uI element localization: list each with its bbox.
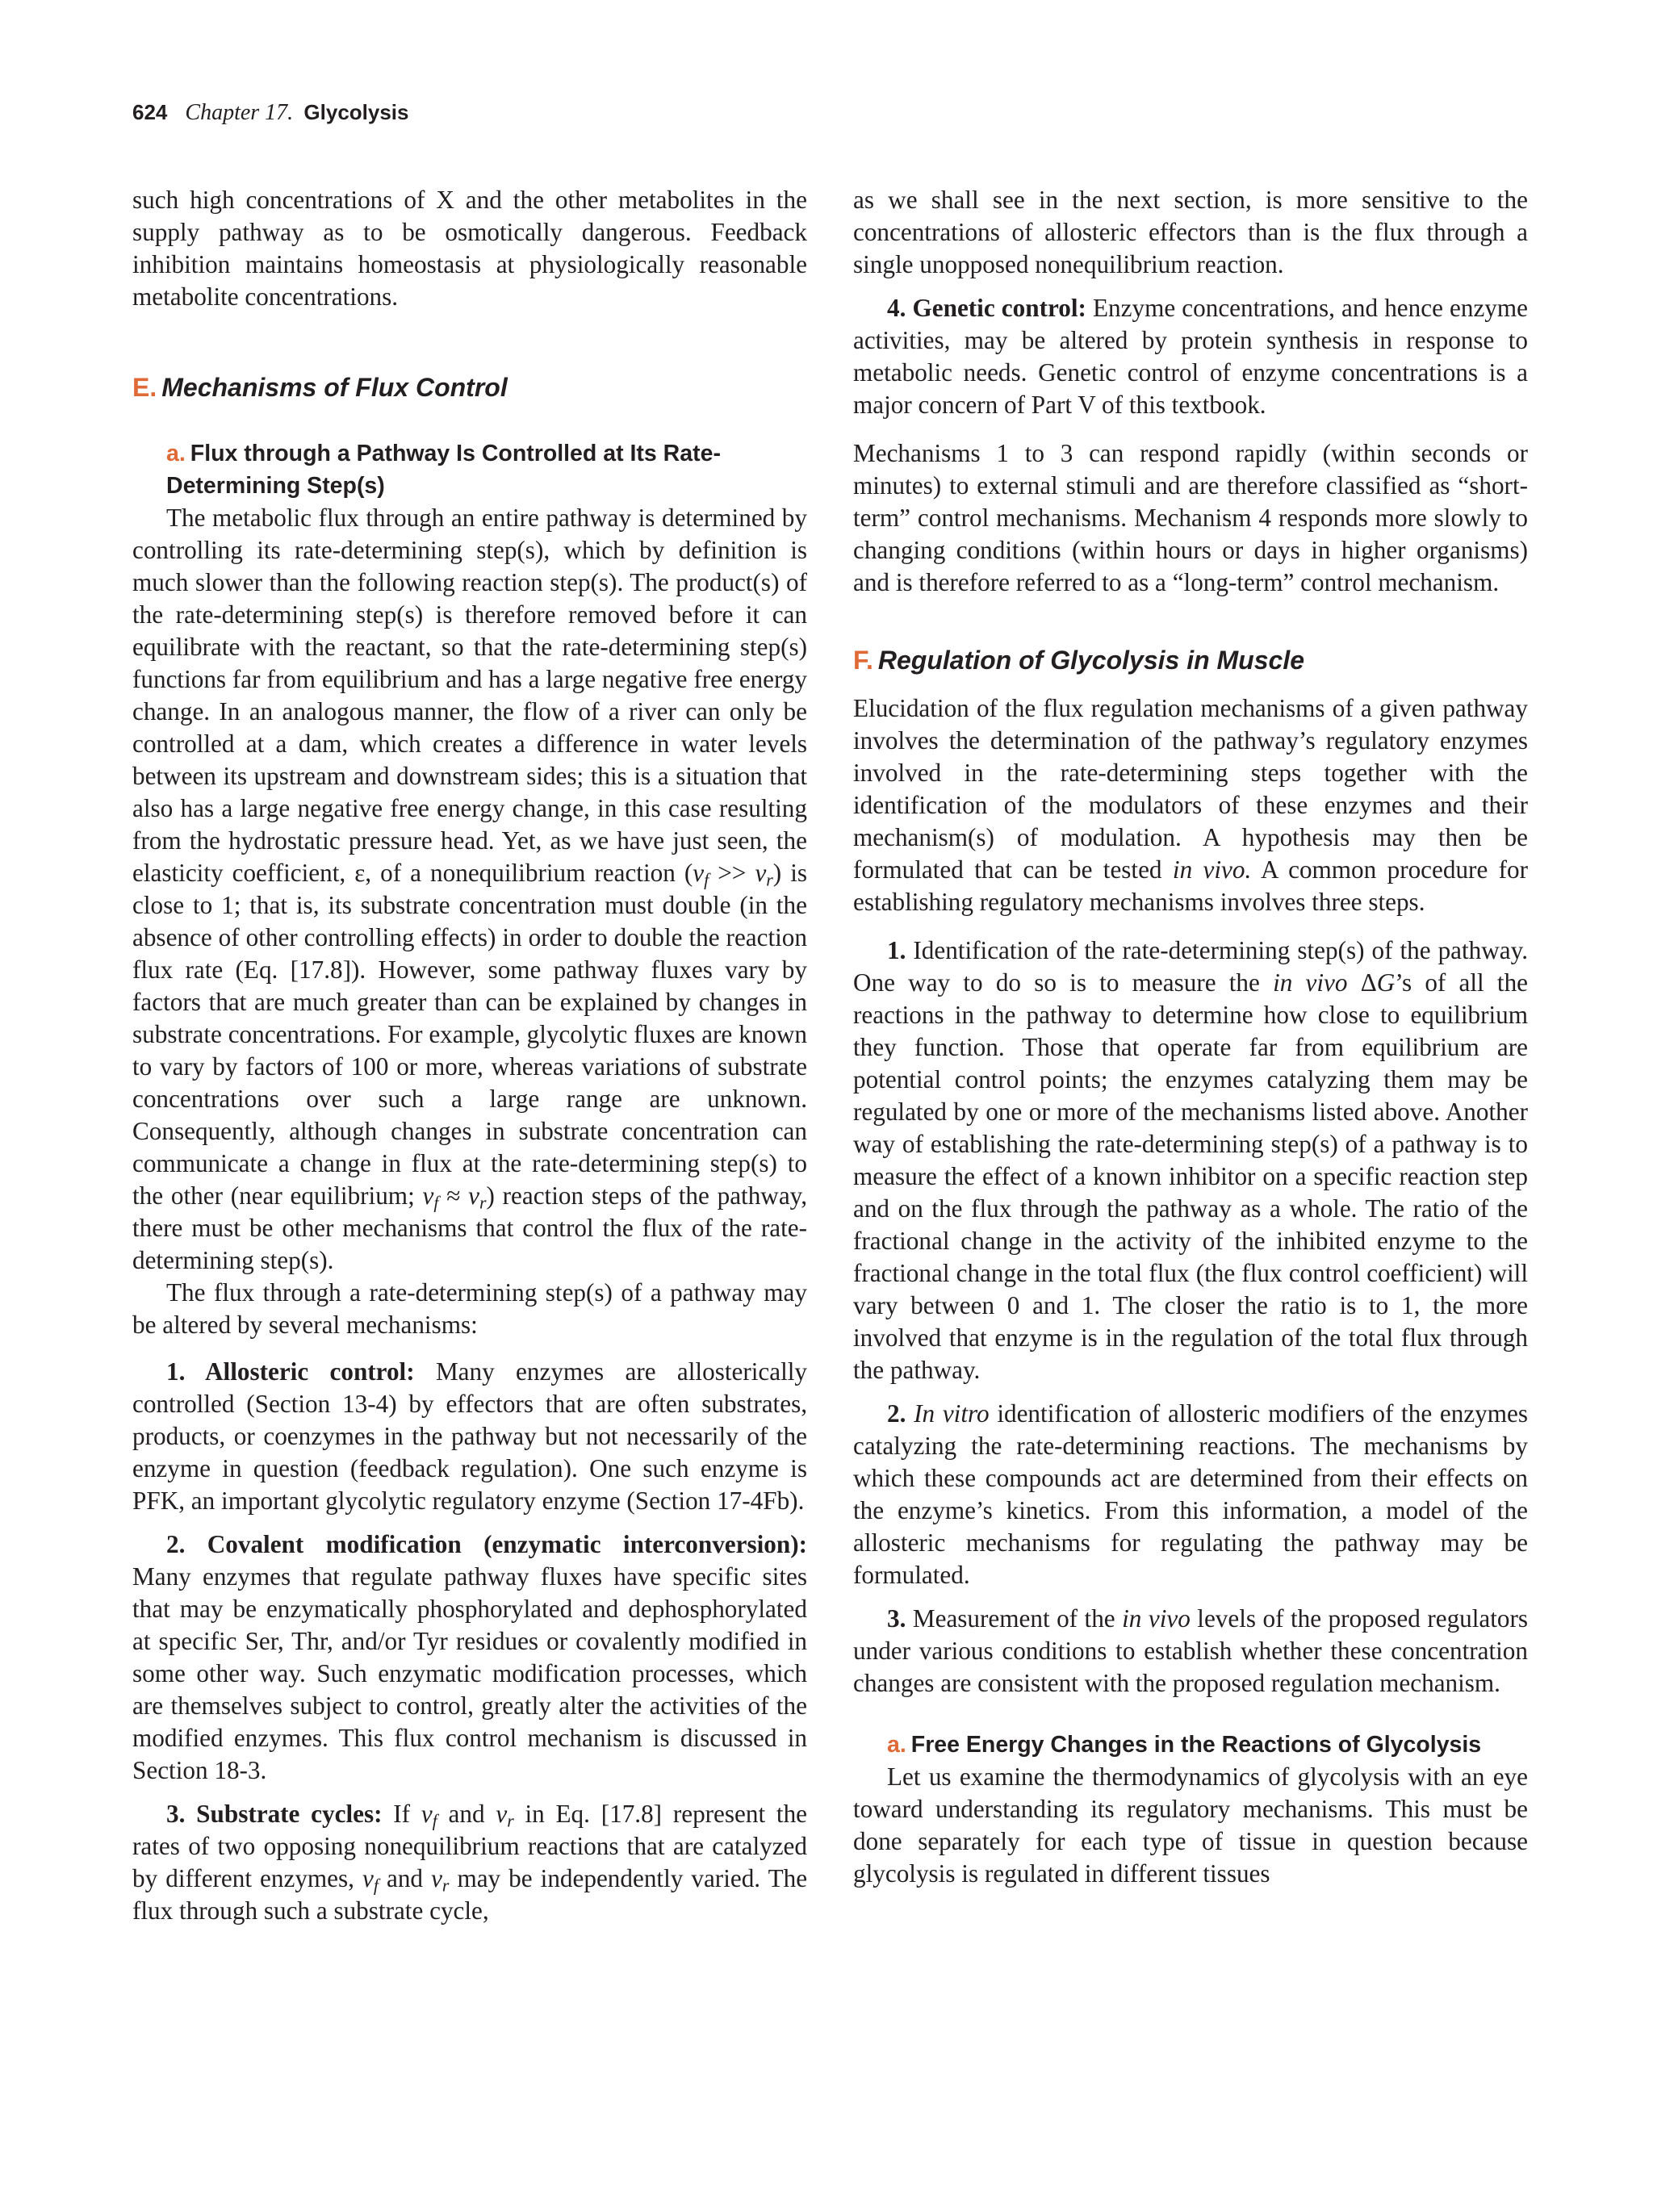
paragraph-thermodynamics: Let us examine the thermodynamics of glycolysis with an eye toward understanding its regulatory mechanisms. This must be done separately for each type of tissue in question because glycolysis is regulated in different tissues [853,1762,1528,1888]
item-label: 2. Covalent modification (enzymatic interconversion): [166,1530,807,1558]
subsection-heading-free-energy [887,1729,1528,1761]
subsection-heading-flux [166,437,807,502]
chapter-title: Glycolysis [303,100,409,124]
list-item-genetic: 4. Genetic control: Enzyme concentrations, and hence enzyme activities, may be altered by protein synthesis in response to metabolic needs. Genetic control of enzyme concentrations is a major concern of Part V of this textbook. [853,294,1528,419]
list-item-step-3: 3. Measurement of the in vivo levels of the proposed regulators under various conditions to establish whether these concentration changes are consistent with the proposed regulation mechanism. [853,1604,1529,1697]
paragraph-altered: The flux through a rate-determining step(s) of a pathway may be altered by several mechanisms: [132,1278,807,1339]
list-item-step-2: 2. In vitro identification of allosteric modifiers of the enzymes catalyzing the rate-determining reactions. The mechanisms by which these compounds act are determined from their effects on the enzyme’s kinetics. From this information, a model of the allosteric mechanisms for regulating the pathway may be formulated. [853,1399,1529,1589]
item-label: 4. Genetic control: [887,294,1086,322]
section-heading-e [132,371,807,404]
paragraph-elucidation: Elucidation of the flux regulation mechanisms of a given pathway involves the determination of the pathway’s regulatory enzymes involved in the rate-determining steps together with the identification of the modulators of these enzymes and their mechanism(s) of modulation. A hypothesis may then be formulated that can be tested in vivo. A common procedure for establishing regulatory mechanisms involves three steps. [853,694,1529,916]
item-label: 3. Substrate cycles: [166,1800,383,1828]
list-item-step-1: 1. Identification of the rate-determining step(s) of the pathway. One way to do so is to measure the in vivo ΔG’s of all the reactions in the pathway to determine how close to equilibrium they function. Those that operate far from equilibrium are potential control points; the enzymes catalyzing them may be regulated by one or more of the mechanisms listed above. Another way of establishing the rate-determining step(s) of a pathway is to measure the effect of a known inhibitor on a specific reaction step and on the flux through the pathway as a whole. The ratio of the fractional change in the activity of the inhibited enzyme to the fractional change in the total flux (the flux control coefficient) will vary between 0 and 1. The closer the ratio is to 1, the more involved that enzyme is in the regulation of the total flux through the pathway. [853,936,1529,1384]
section-heading-f [853,644,1528,676]
subsection-title: Free Energy Changes in the Reactions of Glycolysis [910,1732,1482,1758]
right-column [853,184,1528,1890]
paragraph-mechanisms: Mechanisms 1 to 3 can respond rapidly (within seconds or minutes) to external stimuli and are therefore classified as “short-term” control mechanisms. Mechanism 4 responds more slowly to changing conditions (within hours or days in higher organisms) and is therefore referred to as a “long-term” control mechanism. [853,439,1528,596]
paragraph-flux: The metabolic flux through an entire pathway is determined by controlling its rate-determining step(s), which by definition is much slower than the following reaction step(s). The product(s) of the rate-determining step(s) is therefore removed before it can equilibrate with the reactant, so that the rate-determining step(s) functions far from equilibrium and has a large negative free energy change. In an analogous manner, the flow of a river can only be controlled at a dam, which creates a difference in water levels between its upstream and downstream sides; this is a situation that also has a large negative free energy change, in this case resulting from the hydrostatic pressure head. Yet, as we have just seen, the elasticity coefficient, ε, of a nonequilibrium reaction $(v_f >> v_r)$ is close to 1; that is, its substrate concentration must double (in the absence of other controlling effects) in order to double the reaction flux rate (Eq. [17.8]). However, some pathway fluxes vary by factors that are much greater than can be explained by changes in substrate concentrations. For example, glycolytic fluxes are known to vary by factors of 100 or more, whereas variations of substrate concentrations over such a large range are unknown. Consequently, although changes in substrate concentration can communicate a change in flux at the rate-determining step(s) to the other (near equilibrium; $v_f \approx v_r$) reaction steps of the pathway, there must be other mechanisms that control the flux of the rate-determining step(s). [132,504,808,1274]
section-letter: E. [132,373,157,402]
page-number: 624 [132,100,168,124]
section-title: Mechanisms of Flux Control [161,373,508,402]
subsection-letter: a. [887,1732,906,1758]
list-item-allosteric: 1. Allosteric control: Many enzymes are allosterically controlled (Section 13-4) by effectors that are often substrates, products, or coenzymes in the pathway but not necessarily of the enzyme in question (feedback regulation). One such enzyme is PFK, an important glycolytic regulatory enzyme (Section 17-4Fb). [132,1357,807,1515]
subsection-title: Flux through a Pathway Is Controlled at Its Rate-Determining Step(s) [166,441,721,499]
list-item-covalent: 2. Covalent modification (enzymatic interconversion): Many enzymes that regulate pathway fluxes have specific sites that may be enzymatically phosphorylated and dephosphorylated at specific Ser, Thr, and/or Tyr residues or covalently modified in some other way. Such enzymatic modification processes, which are themselves subject to control, greatly alter the activities of the modified enzymes. This flux control mechanism is discussed in Section 18-3. [132,1530,807,1784]
section-letter: F. [853,646,873,675]
section-title: Regulation of Glycolysis in Muscle [877,646,1304,675]
running-header [132,100,408,126]
paragraph-continued: as we shall see in the next section, is more sensitive to the concentrations of allosteric effectors than is the flux through a single unopposed nonequilibrium reaction. [853,186,1528,278]
left-column [132,184,807,1927]
list-item-substrate-cycles: 3. Substrate cycles: If $v_f$ and $v_r$ in Eq. [17.8] represent the rates of two opposing nonequilibrium reactions that are catalyzed by different enzymes, $v_f$ and $v_r$ may be independently varied. The flux through such a substrate cycle, [132,1800,808,1925]
paragraph-intro: such high concentrations of X and the other metabolites in the supply pathway as to be osmotically dangerous. Feedback inhibition maintains homeostasis at physiologically reasonable metabolite concentrations. [132,186,807,311]
item-label: 1. Allosteric control: [166,1357,415,1386]
subsection-letter: a. [166,441,186,466]
chapter-label: Chapter 17. [185,100,294,125]
